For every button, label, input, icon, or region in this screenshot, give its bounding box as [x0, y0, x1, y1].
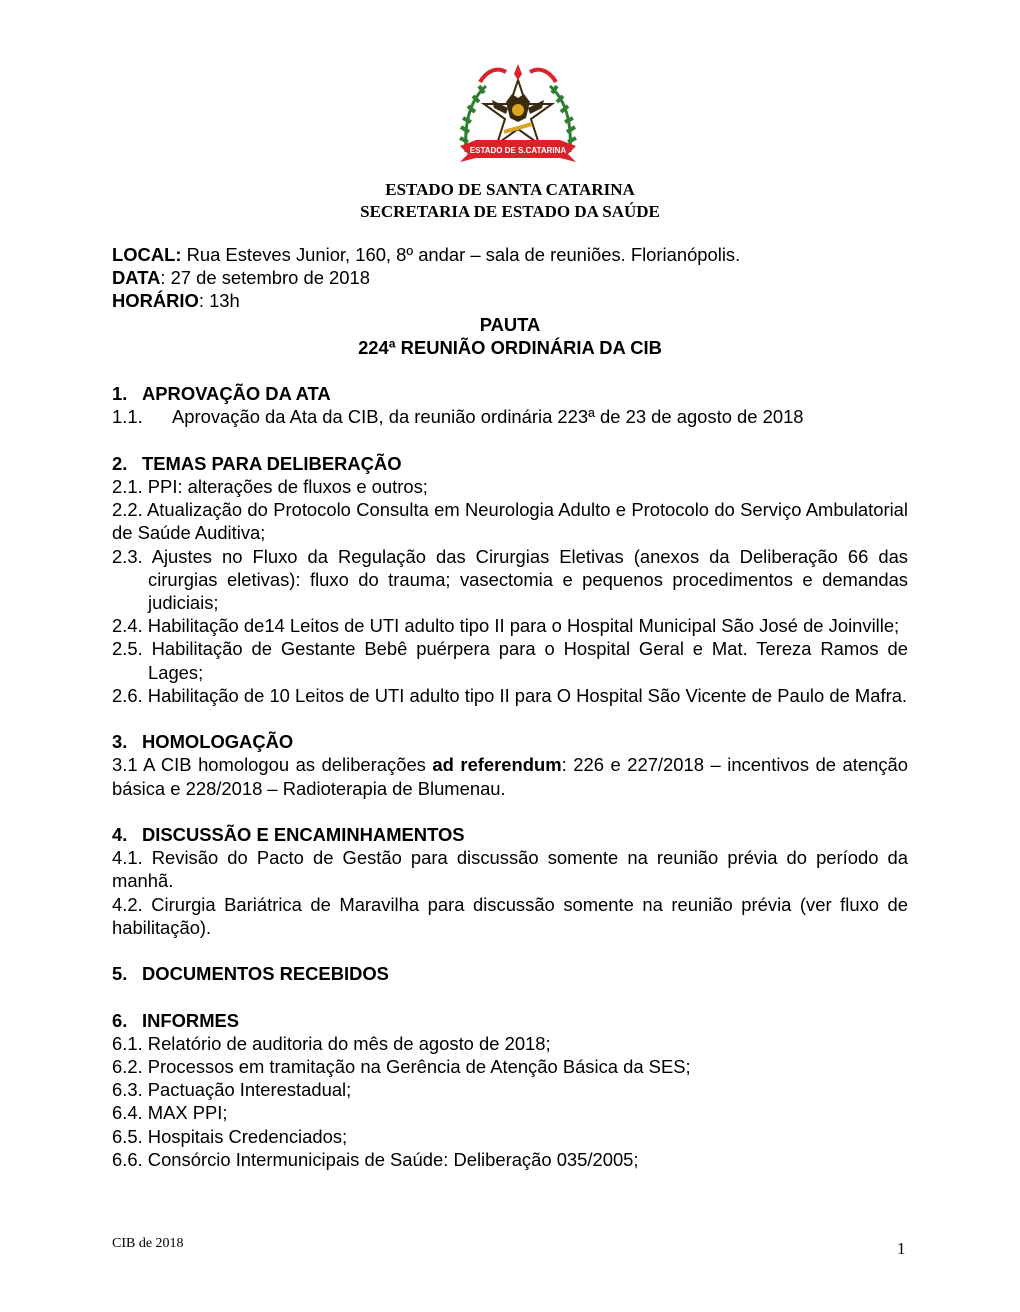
section-6-item: 6.5. Hospitais Credenciados;	[112, 1125, 348, 1147]
section-2-item: 2.6. Habilitação de 10 Leitos de UTI adulto tipo II para O Hospital São Vicente de Paulo de Mafra.	[112, 684, 908, 706]
section-3-text-bold: ad referendum	[432, 754, 562, 776]
header-secretariat-name: SECRETARIA DE ESTADO DA SAÚDE	[360, 202, 660, 221]
section-5-number: 5.	[112, 963, 128, 985]
section-4-heading	[112, 823, 908, 846]
meta-local	[112, 243, 908, 266]
spacer	[112, 359, 908, 382]
section-1-item-number: 1.1.	[112, 406, 143, 428]
section-1-number: 1.	[112, 383, 128, 405]
section-2-item: 2.2. Atualização do Protocolo Consulta em Neurologia Adulto e Protocolo do Serviço Ambulatorial de Saúde Auditiva;	[112, 499, 908, 544]
spacer	[112, 985, 908, 1008]
section-4-title: DISCUSSÃO E ENCAMINHAMENTOS	[142, 824, 465, 846]
spacer	[112, 707, 908, 730]
section-1-heading	[112, 382, 908, 405]
section-1-title: APROVAÇÃO DA ATA	[142, 383, 331, 405]
section-2-item: 2.5. Habilitação de Gestante Bebê puérpera para o Hospital Geral e Mat. Tereza Ramos de Lages;	[112, 638, 908, 683]
meta-local-value: Rua Esteves Junior, 160, 8º andar – sala de reuniões. Florianópolis.	[181, 244, 741, 265]
page-number: 1	[897, 1239, 906, 1258]
section-6-item: 6.3. Pactuação Interestadual;	[112, 1079, 352, 1101]
document-body	[112, 243, 908, 1171]
footer-text: CIB de 2018	[112, 1236, 184, 1251]
meta-time	[112, 289, 908, 312]
agenda-title: PAUTA	[479, 313, 541, 335]
header-state-name: ESTADO DE SANTA CATARINA	[385, 180, 635, 199]
meta-time-label: HORÁRIO	[112, 290, 199, 312]
section-6-title: INFORMES	[142, 1009, 240, 1031]
meeting-title: 224ª REUNIÃO ORDINÁRIA DA CIB	[358, 336, 662, 358]
section-6-heading	[112, 1009, 908, 1032]
section-3-title: HOMOLOGAÇÃO	[142, 731, 294, 753]
section-3-text-end: : 226 e 227/2018 – incentivos de atenção básica e 228/2018 – Radioterapia de Blumenau.	[112, 754, 909, 799]
section-6-item: 6.6. Consórcio Intermunicipais de Saúde: Deliberação 035/2005;	[112, 1148, 639, 1170]
section-2-number: 2.	[112, 452, 128, 474]
meta-date-value: : 27 de setembro de 2018	[160, 267, 370, 289]
spacer	[112, 939, 908, 962]
spacer	[112, 800, 908, 823]
section-6-number: 6.	[112, 1009, 128, 1031]
section-2-item: 2.4. Habilitação de14 Leitos de UTI adulto tipo II para o Hospital Municipal São José de Joinville;	[112, 615, 900, 637]
section-6-item: 6.4. MAX PPI;	[112, 1102, 228, 1124]
meta-date-label: DATA	[112, 267, 161, 289]
section-6-item: 6.2. Processos em tramitação na Gerência de Atenção Básica da SES;	[112, 1056, 691, 1078]
section-4-number: 4.	[112, 824, 128, 846]
section-4-item: 4.2. Cirurgia Bariátrica de Maravilha para discussão somente na reunião prévia (ver fluxo de habilitação).	[112, 893, 908, 938]
section-5-title: DOCUMENTOS RECEBIDOS	[142, 963, 389, 985]
state-coat-of-arms-icon	[456, 62, 580, 170]
meta-date	[112, 266, 908, 289]
section-5-heading	[112, 962, 908, 985]
section-2-title: TEMAS PARA DELIBERAÇÃO	[142, 452, 402, 474]
meta-time-value: : 13h	[198, 290, 240, 312]
section-2-item: 2.3. Ajustes no Fluxo da Regulação das Cirurgias Eletivas (anexos da Deliberação 66 das cirurgias eletivas): fluxo do trauma; vasectomia e pequenos procedimentos e demandas judiciais;	[112, 545, 908, 614]
section-3-text-start: 3.1 A CIB homologou as deliberações	[112, 754, 433, 776]
section-2-item: 2.1. PPI: alterações de fluxos e outros;	[112, 476, 428, 497]
section-1-item-text: Aprovação da Ata da CIB, da reunião ordinária 223ª de 23 de agosto de 2018	[172, 406, 804, 428]
section-3-heading	[112, 730, 908, 753]
seal-ribbon-text: ESTADO DE S.CATARINA	[469, 146, 567, 155]
section-2-heading	[112, 452, 908, 475]
spacer	[112, 429, 908, 452]
meta-local-label: LOCAL:	[112, 244, 182, 265]
section-3-text	[112, 753, 908, 799]
section-6-item: 6.1. Relatório de auditoria do mês de agosto de 2018;	[112, 1032, 551, 1054]
section-3-number: 3.	[112, 731, 128, 753]
section-1-item	[112, 405, 908, 428]
section-4-item: 4.1. Revisão do Pacto de Gestão para discussão somente na reunião prévia do período da manhã.	[112, 847, 908, 892]
